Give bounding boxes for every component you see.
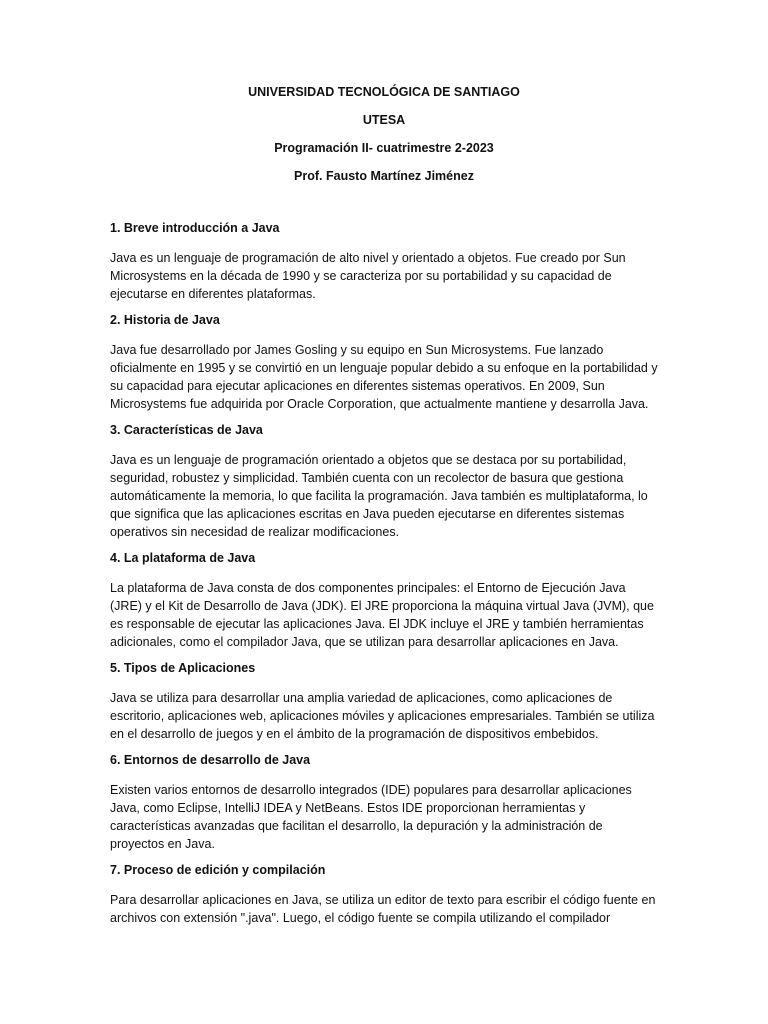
section-heading: 3. Características de Java: [110, 423, 263, 437]
section-heading: 4. La plataforma de Java: [110, 551, 256, 565]
university-title: UNIVERSIDAD TECNOLÓGICA DE SANTIAGO: [248, 85, 520, 99]
university-acronym: UTESA: [362, 113, 406, 127]
section-heading: 7. Proceso de edición y compilación: [110, 863, 326, 877]
section-paragraph: Existen varios entornos de desarrollo integrados (IDE) populares para desarrollar aplicaciones Java, como Eclipse, IntelliJ IDEA y NetBeans. Estos IDE proporcionan herramientas y características avanzadas que facilitan el desarrollo, la depuración y la administración de proyectos en Java.: [110, 783, 632, 851]
section-paragraph: Java se utiliza para desarrollar una amplia variedad de aplicaciones, como aplicaciones de escritorio, aplicaciones web, aplicaciones móviles y aplicaciones empresariales. También se utiliza en el desarrollo de juegos y en el ámbito de la programación de dispositivos embebidos.: [110, 691, 655, 741]
section-paragraph: Para desarrollar aplicaciones en Java, se utiliza un editor de texto para escribir el código fuente en archivos con extensión ".java". Luego, el código fuente se compila utilizando el compilador: [110, 893, 656, 925]
document-header: [0, 84, 768, 196]
section-features: [110, 422, 658, 541]
section-heading: 5. Tipos de Aplicaciones: [110, 661, 256, 675]
section-heading: 1. Breve introducción a Java: [110, 221, 280, 235]
document-body: [110, 220, 658, 936]
section-app-types: [110, 660, 658, 743]
professor-name: Prof. Fausto Martínez Jiménez: [294, 169, 474, 183]
section-ide: [110, 752, 658, 853]
section-paragraph: Java es un lenguaje de programación de alto nivel y orientado a objetos. Fue creado por Sun Microsystems en la década de 1990 y se caracteriza por su portabilidad y su capacidad de ejecutarse en diferentes plataformas.: [110, 251, 626, 301]
section-paragraph: La plataforma de Java consta de dos componentes principales: el Entorno de Ejecución Java (JRE) y el Kit de Desarrollo de Java (JDK). El JRE proporciona la máquina virtual Java (JVM), que es responsable de ejecutar las aplicaciones Java. El JDK incluye el JRE y también herramientas adicionales, como el compilador Java, que se utilizan para desarrollar aplicaciones en Java.: [110, 581, 654, 649]
section-compile: [110, 862, 658, 927]
section-platform: [110, 550, 658, 651]
course-title: Programación II- cuatrimestre 2-2023: [274, 141, 494, 155]
section-heading: 6. Entornos de desarrollo de Java: [110, 753, 311, 767]
section-heading: 2. Historia de Java: [110, 313, 220, 327]
section-paragraph: Java fue desarrollado por James Gosling y su equipo en Sun Microsystems. Fue lanzado oficialmente en 1995 y se convirtió en un lenguaje popular debido a su enfoque en la portabilidad y su capacidad para ejecutar aplicaciones en diferentes sistemas operativos. En 2009, Sun Microsystems fue adquirida por Oracle Corporation, que actualmente mantiene y desarrolla Java.: [110, 343, 658, 411]
section-intro: [110, 220, 658, 303]
section-paragraph: Java es un lenguaje de programación orientado a objetos que se destaca por su portabilidad, seguridad, robustez y simplicidad. También cuenta con un recolector de basura que gestiona automáticamente la memoria, lo que facilita la programación. Java también es multiplataforma, lo que significa que las aplicaciones escritas en Java pueden ejecutarse en diferentes sistemas operativos sin necesidad de realizar modificaciones.: [110, 453, 648, 539]
section-history: [110, 312, 658, 413]
